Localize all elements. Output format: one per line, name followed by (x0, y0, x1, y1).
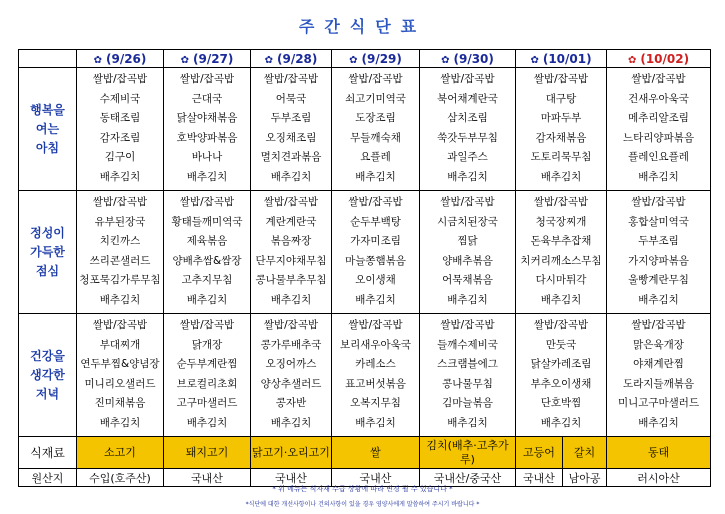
menu-item: 찜닭 (457, 235, 478, 248)
meal-label-line: 정성이 (30, 225, 65, 240)
menu-item: 닭살카레조림 (530, 358, 592, 371)
menu-item: 배추김치 (638, 416, 679, 429)
flower-icon: ✿ (180, 54, 189, 66)
meal-cell (607, 191, 711, 314)
menu-item: 다시마튀각 (535, 274, 587, 287)
origin-food-0: 소고기 (77, 437, 164, 469)
menu-item: 시금치된장국 (437, 215, 498, 228)
menu-item: 쌀밥/잡곡밥 (533, 73, 589, 85)
menu-item: 쌀밥/잡곡밥 (533, 196, 589, 208)
meal-cell (251, 191, 332, 314)
menu-item: 배추김치 (186, 293, 228, 306)
origin-food-5: 고등어 (516, 437, 563, 469)
meal-cell (251, 68, 332, 191)
menu-item: 플레인요플레 (628, 151, 689, 164)
menu-item: 제육볶음 (186, 235, 228, 248)
menu-item: 미니리오샐러드 (84, 377, 156, 390)
day-header-0: ✿ (9/26) (77, 50, 164, 68)
menu-item: 들깨수제비국 (437, 338, 498, 351)
flower-icon: ✿ (530, 54, 539, 66)
menu-item: 배추김치 (355, 293, 396, 306)
meal-cell (77, 314, 164, 437)
flower-icon: ✿ (441, 54, 450, 66)
menu-item: 콩나물부추무침 (255, 274, 327, 287)
origin-place-5: 국내산 (516, 469, 563, 487)
menu-item: 쓰리콘샐러드 (89, 254, 151, 267)
day-header-3: ✿ (9/29) (332, 50, 420, 68)
menu-item: 표고버섯볶음 (345, 377, 406, 390)
menu-item: 단호박찜 (540, 397, 582, 410)
menu-item: 브로컬리초회 (176, 377, 238, 390)
meal-label-line: 점심 (35, 263, 60, 278)
menu-item: 가자미조림 (350, 235, 401, 248)
menu-item: 배추김치 (99, 293, 141, 306)
menu-item: 치킨까스 (99, 235, 141, 248)
meal-label-line: 행복을 (30, 102, 65, 117)
meal-label (19, 191, 77, 314)
menu-item: 보리새우아욱국 (339, 338, 411, 351)
menu-item: 홍합살미역국 (628, 215, 689, 228)
menu-item: 쌀밥/잡곡밥 (348, 196, 403, 208)
menu-item: 메추리알조림 (628, 112, 689, 125)
header-row (19, 50, 711, 68)
meal-row (19, 314, 711, 437)
meal-label-line: 저녁 (35, 386, 60, 401)
day-header-1: ✿ (9/27) (164, 50, 251, 68)
origin-place-7: 러시아산 (607, 469, 711, 487)
meal-cell (251, 314, 332, 437)
menu-item: 배추김치 (540, 170, 582, 183)
menu-item: 어묵국 (275, 92, 307, 105)
menu-item: 쌀밥/잡곡밥 (92, 319, 148, 331)
menu-item: 쌀밥/잡곡밥 (631, 73, 686, 85)
meal-cell (77, 191, 164, 314)
origin-place-1: 국내산 (164, 469, 251, 487)
meal-label-line: 여는 (35, 121, 60, 136)
menu-item: 스크램블에그 (437, 358, 498, 371)
origin-food-label: 식재료 (19, 437, 77, 469)
menu-item: 도장조림 (355, 112, 396, 125)
meal-label-line: 생각한 (30, 367, 65, 382)
menu-item: 콩가루배추국 (260, 338, 322, 351)
origin-food-2: 닭고기·오리고기 (251, 437, 332, 469)
menu-item: 쌀밥/잡곡밥 (179, 73, 235, 85)
meal-cell (420, 68, 516, 191)
meal-cell (516, 191, 607, 314)
origin-food-3: 쌀 (332, 437, 420, 469)
menu-item: 미니고구마샐러드 (617, 397, 700, 410)
menu-item: 동태조림 (99, 112, 141, 125)
menu-item: 쌀밥/잡곡밥 (631, 196, 686, 208)
menu-item: 부대찌개 (99, 338, 141, 351)
menu-item: 배추김치 (638, 170, 679, 183)
day-header-2: ✿ (9/28) (251, 50, 332, 68)
menu-item: 배추김치 (355, 170, 396, 183)
menu-item: 고구마샐러드 (176, 397, 238, 410)
menu-item: 쌀밥/잡곡밥 (92, 73, 148, 85)
menu-item: 돈육부추잡채 (530, 235, 592, 248)
menu-item: 오징어까스 (265, 358, 317, 371)
menu-item: 바나나 (191, 151, 223, 164)
origin-place-4: 국내산/중국산 (420, 469, 516, 487)
menu-item: 쇠고기미역국 (345, 92, 406, 105)
origin-place-6: 남아공 (563, 469, 607, 487)
menu-item: 유부된장국 (94, 215, 146, 228)
menu-item: 오징채조림 (265, 131, 317, 144)
day-header-5: ✿ (10/01) (516, 50, 607, 68)
meal-cell (332, 191, 420, 314)
menu-item: 두부조림 (638, 235, 679, 248)
menu-item: 배추김치 (270, 293, 312, 306)
meal-cell (164, 191, 251, 314)
menu-item: 진미채볶음 (94, 397, 146, 410)
menu-item: 감자조림 (99, 131, 141, 144)
menu-item: 두부조림 (270, 112, 312, 125)
flower-icon: ✿ (349, 54, 358, 66)
day-header-6: ✿ (10/02) (607, 50, 711, 68)
menu-item: 양상추샐러드 (260, 377, 322, 390)
menu-item: 콩나물무침 (442, 377, 493, 390)
menu-item: 쌀밥/잡곡밥 (440, 73, 495, 85)
menu-item: 쑥갓두부무침 (437, 131, 498, 144)
meal-cell (516, 314, 607, 437)
menu-item: 삼치조림 (447, 112, 488, 125)
menu-item: 순두부계란찜 (176, 358, 238, 371)
menu-item: 마파두부 (540, 112, 582, 125)
menu-item: 배추김치 (447, 293, 488, 306)
menu-item: 배추김치 (540, 293, 582, 306)
note-feedback: *식단에 대한 개선사항이나 건의사항이 있을 경우 영양사에게 말씀하여 주시기 바랍니다 * (245, 501, 480, 508)
weekly-menu-table (18, 49, 711, 487)
menu-item: 울빵계란무침 (628, 274, 689, 287)
menu-item: 과일주스 (447, 151, 488, 164)
menu-item: 쌀밥/잡곡밥 (631, 319, 686, 331)
menu-item: 호박양파볶음 (176, 131, 238, 144)
meal-label (19, 314, 77, 437)
menu-item: 쌀밥/잡곡밥 (92, 196, 148, 208)
menu-item: 북어채계란국 (437, 92, 498, 105)
origin-place-0: 수입(호주산) (77, 469, 164, 487)
menu-item: 단무지야채무침 (255, 254, 327, 267)
flower-icon: ✿ (264, 54, 273, 66)
menu-item: 부추오이생채 (530, 377, 592, 390)
meal-cell (607, 314, 711, 437)
menu-item: 청포묵김가루무침 (79, 274, 161, 287)
corner-cell (19, 50, 77, 68)
meal-cell (77, 68, 164, 191)
menu-item: 배추김치 (270, 416, 312, 429)
day-header-4: ✿ (9/30) (420, 50, 516, 68)
menu-item: 도토리묵무침 (530, 151, 592, 164)
menu-item: 닭개장 (191, 338, 223, 351)
menu-item: 쌀밥/잡곡밥 (533, 319, 589, 331)
origin-place-3: 국내산 (332, 469, 420, 487)
menu-item: 만둣국 (545, 338, 577, 351)
meal-row (19, 191, 711, 314)
menu-item: 감자채볶음 (535, 131, 587, 144)
menu-item: 마늘쫑햄볶음 (345, 254, 406, 267)
origin-food-row (19, 437, 711, 469)
menu-item: 느타리양파볶음 (623, 131, 695, 144)
menu-item: 요플레 (360, 151, 391, 164)
origin-place-2: 국내산 (251, 469, 332, 487)
menu-item: 배추김치 (186, 170, 228, 183)
menu-item: 고추지무침 (181, 274, 233, 287)
menu-item: 쌀밥/잡곡밥 (348, 319, 403, 331)
menu-item: 청국장찌개 (535, 215, 587, 228)
menu-item: 배추김치 (186, 416, 228, 429)
menu-item: 카레소스 (355, 358, 396, 371)
menu-item: 오이생채 (355, 274, 396, 287)
menu-item: 건새우아욱국 (628, 92, 689, 105)
meal-label-line: 가득한 (30, 244, 65, 259)
menu-item: 쌀밥/잡곡밥 (263, 73, 319, 85)
flower-icon: ✿ (627, 54, 637, 66)
origin-place-label: 원산지 (19, 469, 77, 487)
menu-item: 쌀밥/잡곡밥 (440, 196, 495, 208)
menu-item: 배추김치 (447, 170, 488, 183)
menu-item: 배추김치 (99, 170, 141, 183)
menu-item: 수제비국 (99, 92, 141, 105)
meal-cell (420, 191, 516, 314)
menu-item: 배추김치 (99, 416, 141, 429)
menu-item: 계란계란국 (265, 215, 317, 228)
page-title: 주간식단표 (298, 17, 427, 36)
menu-item: 배추김치 (540, 416, 582, 429)
menu-item: 콩자반 (275, 397, 307, 410)
menu-item: 김구이 (104, 151, 136, 164)
meal-label (19, 68, 77, 191)
menu-item: 맑은육개장 (633, 338, 684, 351)
menu-item: 쌀밥/잡곡밥 (179, 319, 235, 331)
menu-item: 쌀밥/잡곡밥 (263, 319, 319, 331)
menu-item: 순두부백탕 (350, 215, 401, 228)
menu-item: 닭살야채볶음 (176, 112, 238, 125)
menu-item: 배추김치 (270, 170, 312, 183)
menu-item: 치커리깨소스무침 (520, 254, 602, 267)
menu-item: 도라지들깨볶음 (623, 377, 695, 390)
menu-item: 쌀밥/잡곡밥 (263, 196, 319, 208)
menu-item: 쌀밥/잡곡밥 (440, 319, 495, 331)
meal-cell (332, 314, 420, 437)
menu-item: 가지양파볶음 (628, 254, 689, 267)
meal-cell (420, 314, 516, 437)
note-menu-change: * 위 메뉴는 식자재 수급 상황에 따라 변경 될 수 있습니다 * (272, 485, 453, 493)
meal-cell (164, 314, 251, 437)
origin-food-4: 김치(배추·고추가루) (420, 437, 516, 469)
menu-item: 멸치견과볶음 (260, 151, 322, 164)
menu-item: 김마늘볶음 (442, 397, 493, 410)
meal-row (19, 68, 711, 191)
menu-item: 근대국 (191, 92, 223, 105)
menu-item: 볶음짜장 (270, 235, 312, 248)
meal-label-line: 건강을 (30, 348, 65, 363)
menu-item: 배추김치 (638, 293, 679, 306)
menu-item: 배추김치 (447, 416, 488, 429)
origin-food-6: 갈치 (563, 437, 607, 469)
menu-item: 오복지무침 (350, 397, 401, 410)
meal-cell (516, 68, 607, 191)
meal-cell (607, 68, 711, 191)
menu-item: 쌀밥/잡곡밥 (348, 73, 403, 85)
origin-food-7: 동태 (607, 437, 711, 469)
flower-icon: ✿ (93, 54, 102, 66)
meal-cell (332, 68, 420, 191)
menu-item: 연두부찜&양념장 (80, 358, 160, 371)
menu-item: 황태들깨미역국 (171, 215, 243, 228)
menu-item: 어묵채볶음 (442, 274, 493, 287)
meal-label-line: 아침 (35, 140, 60, 155)
menu-item: 양배추쌈&쌈장 (172, 254, 242, 267)
menu-item: 야채계란찜 (633, 358, 684, 371)
meal-cell (164, 68, 251, 191)
menu-item: 대구탕 (545, 92, 577, 105)
menu-item: 양배추볶음 (442, 254, 493, 267)
menu-item: 쌀밥/잡곡밥 (179, 196, 235, 208)
origin-food-1: 돼지고기 (164, 437, 251, 469)
menu-item: 무들깨숙채 (350, 131, 401, 144)
menu-item: 배추김치 (355, 416, 396, 429)
